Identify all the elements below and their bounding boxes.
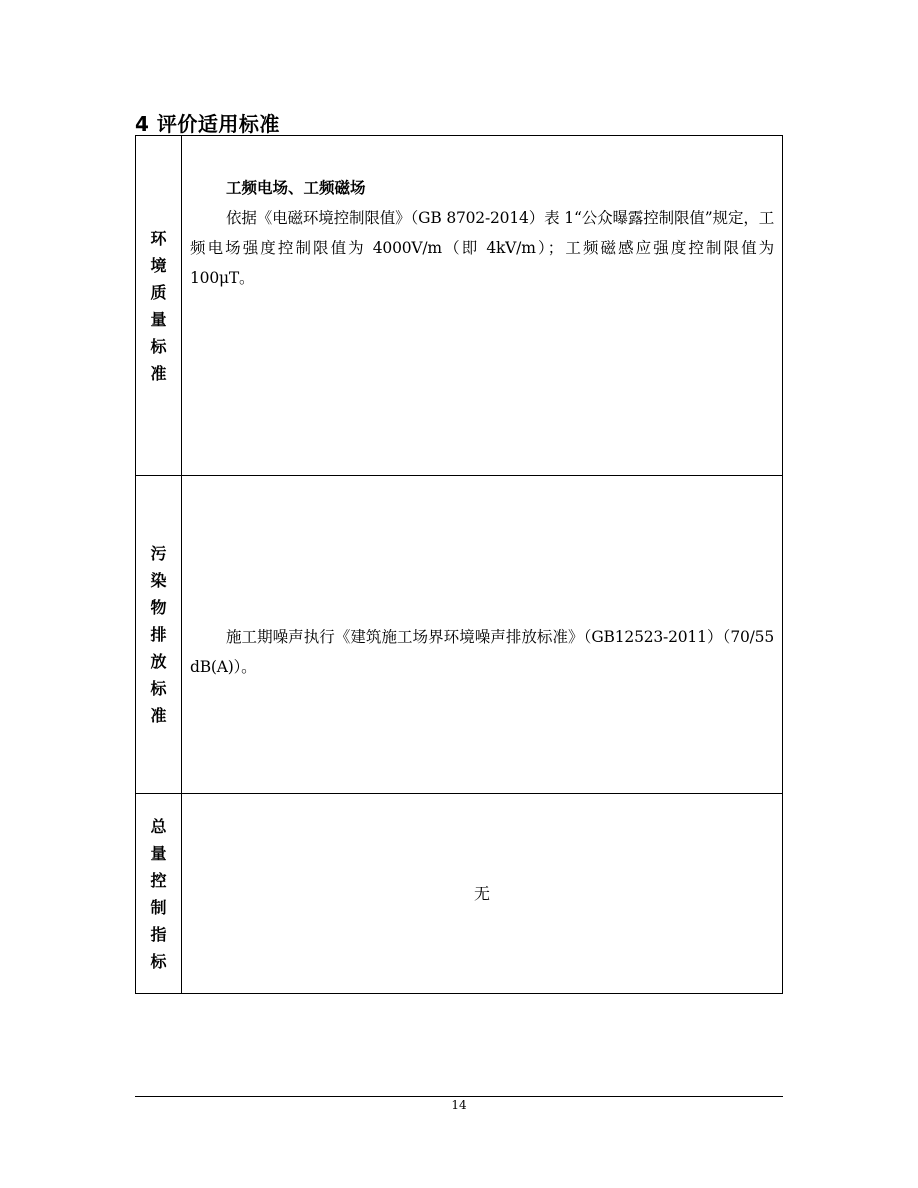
em-field-heading: 工频电场、工频磁场: [226, 179, 366, 197]
total-control-value: 无: [182, 794, 783, 994]
footer-divider: [135, 1096, 783, 1097]
row-label-cell: [136, 136, 182, 476]
table-row-total-control: [136, 794, 783, 994]
table-row-pollutant-discharge: [136, 476, 783, 794]
row-label-pollutant-discharge: 污染物排放标准: [150, 544, 167, 725]
standards-table: [135, 135, 783, 994]
page-number: 14: [451, 1098, 467, 1112]
table-row-environmental-quality: [136, 136, 783, 476]
row-label-environmental-quality: 环境质量标准: [150, 228, 167, 383]
row-label-cell: [136, 476, 182, 794]
noise-standard-text: 施工期噪声执行《建筑施工场界环境噪声排放标准》（GB12523-2011）（70/55 dB(A)）。: [190, 628, 774, 676]
row-content-cell: [182, 136, 783, 476]
row-label-cell: [136, 794, 182, 994]
section-title: 4 评价适用标准: [135, 112, 280, 136]
em-field-standard-text: 依据《电磁环境控制限值》（GB 8702-2014）表 1“公众曝露控制限值”规定，工频电场强度控制限值为 4000V/m（即 4kV/m）；工频磁感应强度控制限值为 100μT。: [190, 209, 774, 287]
row-content-cell: [182, 476, 783, 794]
row-label-total-control: 总量控制指标: [150, 816, 167, 971]
